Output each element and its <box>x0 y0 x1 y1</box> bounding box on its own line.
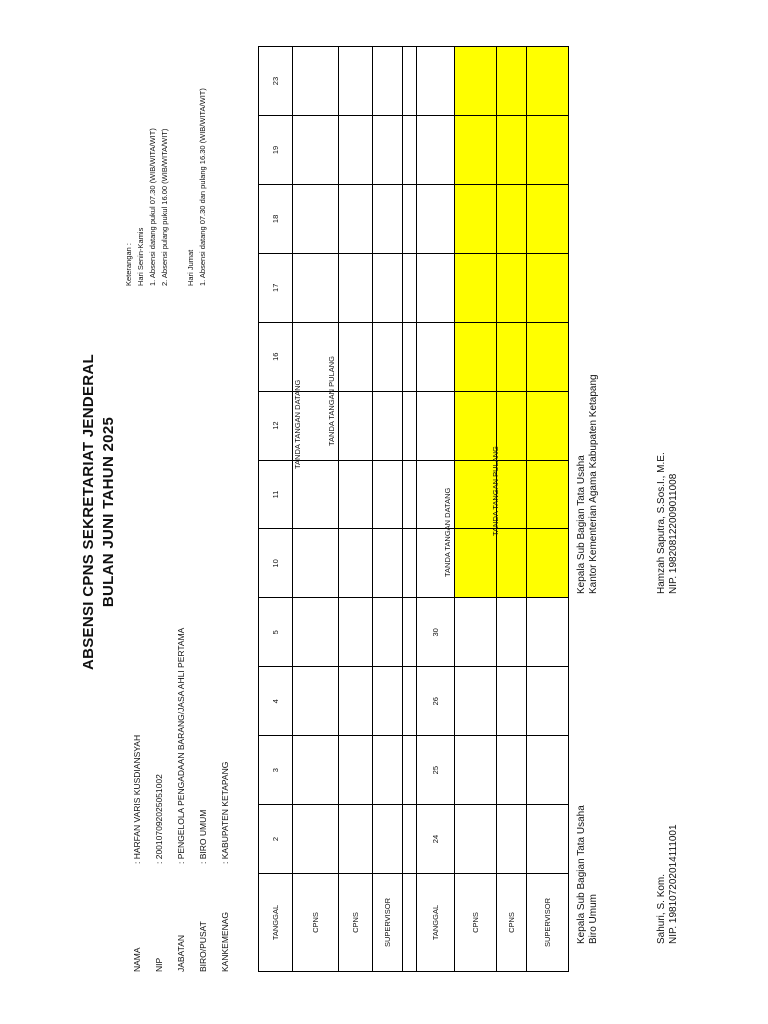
date-cell <box>417 184 455 253</box>
row-label-cpns: CPNS <box>497 874 527 972</box>
date-cell <box>417 391 455 460</box>
signature-title: Kantor Kementerian Agama Kabupaten Ketapang <box>588 374 599 594</box>
spacer-cell <box>403 598 417 667</box>
label-jabatan: JABATAN <box>176 935 186 972</box>
signature-cell[interactable] <box>293 805 339 874</box>
blocked-cell <box>497 391 527 460</box>
blocked-cell <box>527 322 569 391</box>
date-cell: 12 <box>259 391 293 460</box>
date-cell: 24 <box>417 805 455 874</box>
value-nama: : HARFAN VARIS KUSDIANSYAH <box>132 734 142 864</box>
spacer-cell <box>403 460 417 529</box>
blocked-cell <box>497 116 527 185</box>
keterangan-line: Hari Jumat <box>186 249 195 286</box>
blocked-cell <box>527 116 569 185</box>
spacer-cell <box>403 184 417 253</box>
blocked-cell <box>455 253 497 322</box>
row-label-supervisor: SUPERVISOR <box>527 874 569 972</box>
date-cell: 5 <box>259 598 293 667</box>
date-cell: 19 <box>259 116 293 185</box>
signature-cell[interactable] <box>527 667 569 736</box>
signature-cell[interactable] <box>339 391 373 460</box>
signature-cell[interactable] <box>339 736 373 805</box>
signature-cell[interactable] <box>373 47 403 116</box>
date-cell <box>417 322 455 391</box>
row-label-cpns: CPNS <box>455 874 497 972</box>
signature-cell[interactable] <box>373 529 403 598</box>
table-row <box>497 47 527 972</box>
signature-title: Kepala Sub Bagian Tata Usaha <box>576 805 587 944</box>
label-kankemenag: KANKEMENAG <box>220 912 230 972</box>
signature-cell[interactable] <box>527 805 569 874</box>
signature-cell[interactable] <box>373 667 403 736</box>
signature-cell[interactable] <box>339 805 373 874</box>
signature-cell[interactable] <box>373 391 403 460</box>
label-tanda-datang: TANDA TANGAN DATANG <box>443 487 452 577</box>
date-cell: 4 <box>259 667 293 736</box>
table-row <box>259 47 293 972</box>
date-cell <box>417 253 455 322</box>
date-cell: 23 <box>259 47 293 116</box>
blocked-cell <box>455 116 497 185</box>
signature-cell[interactable] <box>373 253 403 322</box>
signature-cell[interactable] <box>293 116 339 185</box>
row-label-supervisor: SUPERVISOR <box>373 874 403 972</box>
signature-cell[interactable] <box>497 805 527 874</box>
signature-cell[interactable] <box>293 529 339 598</box>
signature-cell[interactable] <box>293 460 339 529</box>
spacer-cell <box>403 874 417 972</box>
signature-nip: NIP. 198208122009011008 <box>668 473 679 594</box>
blocked-cell <box>527 47 569 116</box>
label-biro: BIRO/PUSAT <box>198 921 208 972</box>
blocked-cell <box>497 322 527 391</box>
date-cell: 2 <box>259 805 293 874</box>
blocked-cell <box>455 47 497 116</box>
signature-cell[interactable] <box>497 736 527 805</box>
signature-cell[interactable] <box>293 736 339 805</box>
page-title: ABSENSI CPNS SEKRETARIAT JENDERAL <box>80 353 97 671</box>
blocked-cell <box>527 253 569 322</box>
row-label-tanggal: TANGGAL <box>417 874 455 972</box>
table-row <box>293 47 339 972</box>
value-biro: : BIRO UMUM <box>198 809 208 864</box>
blocked-cell <box>455 529 497 598</box>
signature-cell[interactable] <box>339 598 373 667</box>
blocked-cell <box>497 184 527 253</box>
label-nip: NIP <box>154 957 164 972</box>
signature-cell[interactable] <box>373 805 403 874</box>
signature-cell[interactable] <box>293 253 339 322</box>
signature-cell[interactable] <box>339 253 373 322</box>
spacer-cell <box>403 736 417 805</box>
spacer-cell <box>403 322 417 391</box>
table-row <box>527 47 569 972</box>
keterangan-line: 2. Absensi pulang pukul 16.00 (WIB/WITA/WIT) <box>160 128 169 286</box>
label-tanda-pulang: TANDA TANGAN PULANG <box>327 355 336 446</box>
label-tanda-pulang: TANDA TANGAN PULANG <box>491 445 500 536</box>
signature-cell[interactable] <box>373 598 403 667</box>
date-cell: 26 <box>417 667 455 736</box>
page-subtitle: BULAN JUNI TAHUN 2025 <box>100 416 117 608</box>
date-cell: 25 <box>417 736 455 805</box>
keterangan-line: 1. Absensi datang 07.30 dan pulang 16.30 (WIB/WITA/WIT) <box>198 88 207 286</box>
signature-cell[interactable] <box>373 736 403 805</box>
table-row-spacer <box>403 47 417 972</box>
signature-cell[interactable] <box>293 667 339 736</box>
blocked-cell <box>527 391 569 460</box>
date-cell <box>417 116 455 185</box>
signature-cell[interactable] <box>339 47 373 116</box>
signature-cell[interactable] <box>497 667 527 736</box>
blocked-cell <box>527 460 569 529</box>
spacer-cell <box>403 253 417 322</box>
label-nama: NAMA <box>132 947 142 972</box>
spacer-cell <box>403 47 417 116</box>
signature-cell[interactable] <box>373 184 403 253</box>
date-cell: 17 <box>259 253 293 322</box>
row-label-cpns: CPNS <box>339 874 373 972</box>
signature-name: Sahuri, S. Kom. <box>656 873 667 944</box>
blocked-cell <box>455 184 497 253</box>
spacer-cell <box>403 667 417 736</box>
signature-cell[interactable] <box>455 736 497 805</box>
date-cell: 11 <box>259 460 293 529</box>
signature-cell[interactable] <box>339 184 373 253</box>
date-cell: 10 <box>259 529 293 598</box>
signature-cell[interactable] <box>339 322 373 391</box>
table-row <box>339 47 373 972</box>
signature-cell[interactable] <box>373 116 403 185</box>
table-row <box>373 47 403 972</box>
date-cell: 16 <box>259 322 293 391</box>
date-cell: 30 <box>417 598 455 667</box>
signature-cell[interactable] <box>339 667 373 736</box>
signature-cell[interactable] <box>373 460 403 529</box>
keterangan-line: 1. Absensi datang pukul 07.30 (WIB/WITA/WIT) <box>148 128 157 286</box>
attendance-table <box>258 46 569 972</box>
signature-cell[interactable] <box>455 598 497 667</box>
value-kankemenag: : KABUPATEN KETAPANG <box>220 761 230 864</box>
date-cell <box>417 47 455 116</box>
spacer-cell <box>403 529 417 598</box>
keterangan-heading: Keterangan : <box>124 243 133 286</box>
row-label-tanggal: TANGGAL <box>259 874 293 972</box>
signature-cell[interactable] <box>497 598 527 667</box>
blocked-cell <box>527 184 569 253</box>
value-jabatan: : PENGELOLA PENGADAAN BARANG/JASA AHLI PERTAMA <box>176 627 186 864</box>
signature-name: Hamzah Saputra, S.Sos.I., M.E. <box>656 452 667 594</box>
signature-cell[interactable] <box>373 322 403 391</box>
signature-cell[interactable] <box>455 805 497 874</box>
blocked-cell <box>497 253 527 322</box>
signature-cell[interactable] <box>339 529 373 598</box>
signature-cell[interactable] <box>293 184 339 253</box>
spacer-cell <box>403 391 417 460</box>
blocked-cell <box>527 529 569 598</box>
blocked-cell <box>497 47 527 116</box>
signature-cell[interactable] <box>293 598 339 667</box>
spacer-cell <box>403 805 417 874</box>
keterangan-line: Hari Senin-Kamis <box>136 227 145 286</box>
blocked-cell <box>455 322 497 391</box>
blocked-cell <box>497 460 527 529</box>
signature-title: Biro Umum <box>588 893 599 944</box>
signature-cell[interactable] <box>527 736 569 805</box>
date-cell: 18 <box>259 184 293 253</box>
signature-nip: NIP. 198107202014111001 <box>668 824 679 944</box>
label-tanda-datang: TANDA TANGAN DATANG <box>293 379 302 469</box>
signature-cell[interactable] <box>527 598 569 667</box>
signature-title: Kepala Sub Bagian Tata Usaha <box>576 455 587 594</box>
signature-cell[interactable] <box>293 47 339 116</box>
date-cell: 3 <box>259 736 293 805</box>
row-label-cpns: CPNS <box>293 874 339 972</box>
blocked-cell <box>497 529 527 598</box>
signature-cell[interactable] <box>455 667 497 736</box>
signature-cell[interactable] <box>339 116 373 185</box>
value-nip: : 200107092025051002 <box>154 774 164 864</box>
signature-cell[interactable] <box>339 460 373 529</box>
spacer-cell <box>403 116 417 185</box>
